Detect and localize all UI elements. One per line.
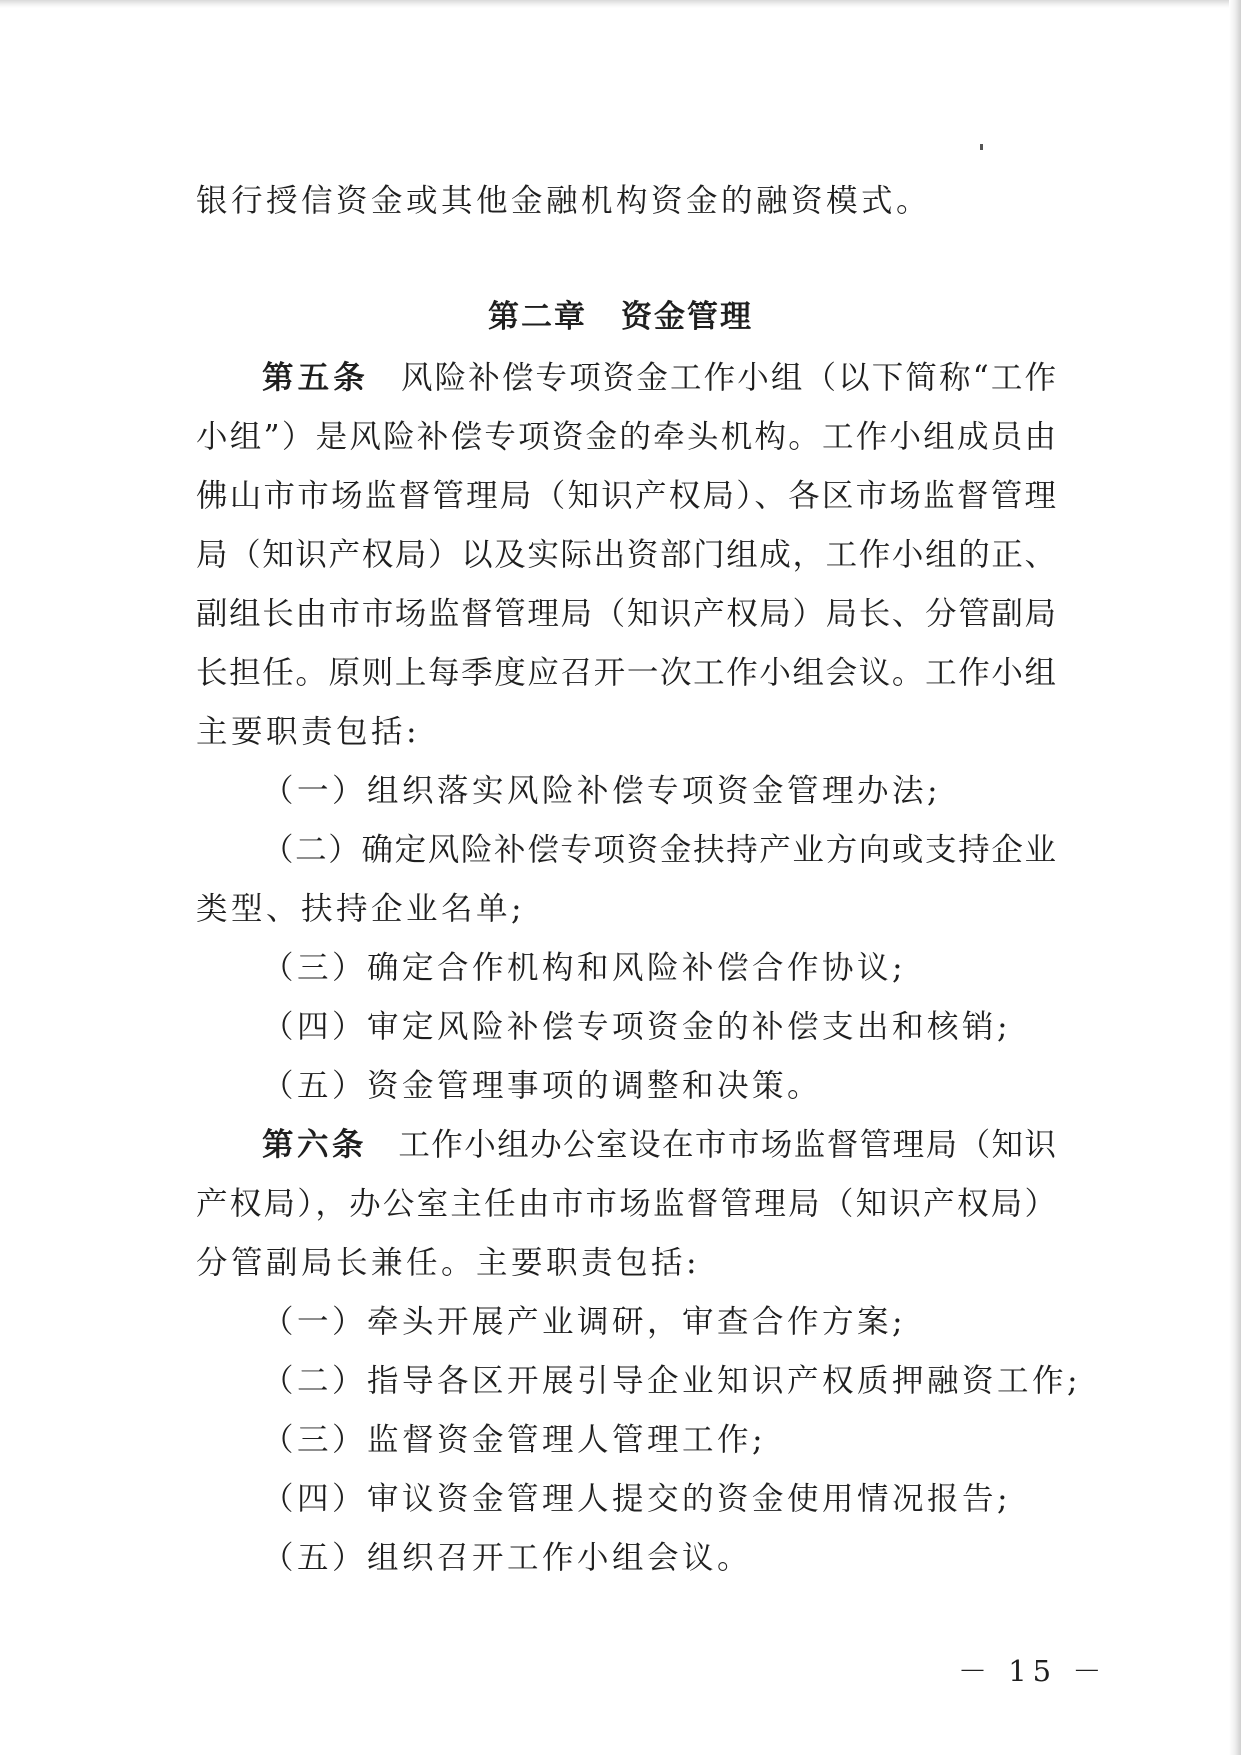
article-5-item-5: （五）资金管理事项的调整和决策。: [262, 1068, 823, 1104]
article-5-line-3: 佛山市市场监督管理局（知识产权局）、各区市场监督管理: [196, 478, 1056, 514]
article-5-item-3: （三）确定合作机构和风险补偿合作协议;: [262, 950, 907, 986]
article-5-label: 第五条: [262, 360, 369, 396]
article-6-item-4: （四）审议资金管理人提交的资金使用情况报告;: [262, 1481, 1012, 1517]
article-5-item-1: （一）组织落实风险补偿专项资金管理办法;: [262, 773, 942, 809]
chapter-heading: [0, 297, 1241, 337]
article-5-item-2: （二）确定风险补偿专项资金扶持产业方向或支持企业: [262, 832, 1056, 868]
article-5-line-7: 主要职责包括:: [196, 714, 421, 750]
article-6-text-1: 工作小组办公室设在市市场监督管理局（知识: [396, 1127, 1056, 1163]
article-6-item-3: （三）监督资金管理人管理工作;: [262, 1422, 767, 1458]
article-6-item-2: （二）指导各区开展引导企业知识产权质押融资工作;: [262, 1363, 1082, 1399]
article-5-line-2: 小组”）是风险补偿专项资金的牵头机构。工作小组成员由: [196, 419, 1056, 455]
scan-edge-right: [1229, 0, 1241, 1755]
continued-line: 银行授信资金或其他金融机构资金的融资模式。: [196, 183, 932, 219]
article-6-line-3: 分管副局长兼任。主要职责包括:: [196, 1245, 701, 1281]
article-5-line-4: 局（知识产权局）以及实际出资部门组成，工作小组的正、: [196, 537, 1056, 573]
article-6-label: 第六条: [262, 1127, 367, 1163]
article-5-line-5: 副组长由市市场监督管理局（知识产权局）局长、分管副局: [196, 596, 1056, 632]
article-6-line-2: 产权局），办公室主任由市市场监督管理局（知识产权局）: [196, 1186, 1056, 1222]
article-5-item-2-cont: 类型、扶持企业名单;: [196, 891, 526, 927]
scan-speck: [980, 144, 983, 150]
chapter-number: 第二章: [488, 299, 587, 335]
article-5-item-4: （四）审定风险补偿专项资金的补偿支出和核销;: [262, 1009, 1012, 1045]
scan-edge-top: [0, 0, 1241, 8]
chapter-title: 资金管理: [621, 299, 753, 335]
page-number: － 15 －: [958, 1654, 1108, 1688]
article-6-item-1: （一）牵头开展产业调研，审查合作方案;: [262, 1304, 907, 1340]
article-6-item-5: （五）组织召开工作小组会议。: [262, 1540, 753, 1576]
article-6-line-1: [262, 1125, 1056, 1165]
article-5-line-1: [262, 358, 1056, 398]
article-5-text-1: 风险补偿专项资金工作小组（以下简称“工作: [398, 360, 1056, 396]
article-5-line-6: 长担任。原则上每季度应召开一次工作小组会议。工作小组: [196, 655, 1056, 691]
